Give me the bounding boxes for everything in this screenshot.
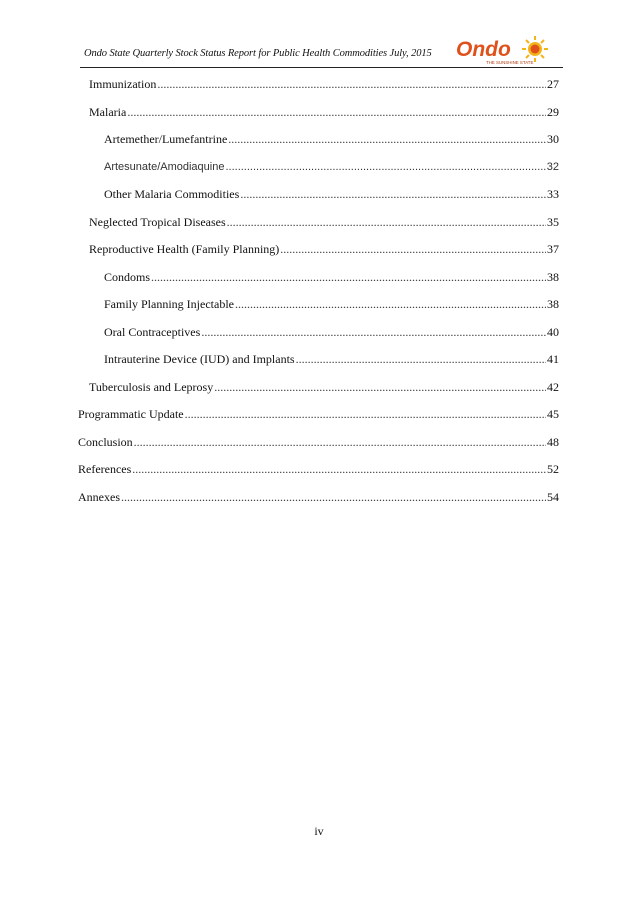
- toc-entry[interactable]: [89, 241, 559, 257]
- toc-entry-title: Family Planning Injectable: [104, 297, 234, 311]
- toc-leader-dots: [127, 104, 546, 120]
- toc-entry[interactable]: [78, 406, 559, 422]
- toc-entry[interactable]: [89, 379, 559, 395]
- toc-entry-title: Intrauterine Device (IUD) and Implants: [104, 352, 295, 366]
- page-header: [84, 40, 562, 68]
- toc-leader-dots: [132, 461, 546, 477]
- toc-leader-dots: [296, 351, 546, 367]
- page-number: iv: [314, 824, 324, 838]
- toc-leader-dots: [201, 324, 546, 340]
- toc-entry[interactable]: [78, 461, 559, 477]
- toc-entry[interactable]: [104, 159, 559, 175]
- toc-entry[interactable]: [104, 269, 559, 285]
- logo-wordmark: Ondo: [456, 38, 511, 61]
- header-title: Ondo State Quarterly Stock Status Report for Public Health Commodities July, 2015: [84, 48, 432, 59]
- toc-leader-dots: [121, 489, 546, 505]
- toc-entry-title: References: [78, 462, 132, 476]
- toc-entry-page: 40: [547, 324, 559, 339]
- ondo-logo: [456, 36, 560, 66]
- toc-entry[interactable]: [104, 186, 559, 202]
- toc-entry[interactable]: [104, 296, 559, 312]
- toc-leader-dots: [214, 379, 546, 395]
- toc-entry-page: 48: [547, 434, 559, 449]
- toc-entry-title: Other Malaria Commodities: [104, 187, 240, 201]
- toc-entry-page: 33: [547, 187, 559, 201]
- ondo-sun-logo-icon: [456, 36, 560, 66]
- toc-entry-title: Artesunate/Amodiaquine: [104, 160, 225, 173]
- toc-entry-title: Malaria: [89, 104, 127, 119]
- toc-leader-dots: [151, 269, 546, 285]
- toc-entry-title: Annexes: [78, 489, 120, 504]
- toc-entry[interactable]: [78, 434, 559, 450]
- toc-entry-page: 38: [547, 269, 559, 284]
- toc-leader-dots: [134, 434, 546, 450]
- toc-entry-title: Reproductive Health (Family Planning): [89, 242, 280, 256]
- toc-entry[interactable]: [78, 489, 559, 505]
- toc-entry-title: Tuberculosis and Leprosy: [89, 379, 214, 394]
- toc-leader-dots: [240, 186, 546, 202]
- toc-entry-page: 38: [547, 297, 559, 311]
- toc-entry-title: Conclusion: [78, 434, 133, 449]
- toc-leader-dots: [228, 131, 546, 147]
- toc-entry[interactable]: [89, 76, 559, 92]
- toc-leader-dots: [235, 296, 546, 312]
- toc-leader-dots: [185, 406, 546, 422]
- toc-entry[interactable]: [104, 324, 559, 340]
- toc-entry-title: Condoms: [104, 269, 151, 284]
- toc-entry-title: Immunization: [89, 77, 157, 91]
- toc-entry-page: 32: [546, 160, 559, 173]
- toc-entry[interactable]: [89, 214, 559, 230]
- toc-entry-page: 41: [547, 352, 559, 366]
- toc-entry[interactable]: [89, 104, 559, 120]
- toc-entry-page: 42: [547, 379, 559, 394]
- toc-entry-title: Oral Contraceptives: [104, 324, 201, 339]
- toc-entry-page: 35: [547, 214, 559, 229]
- toc-leader-dots: [280, 241, 546, 257]
- toc-entry-page: 54: [547, 489, 559, 504]
- toc-leader-dots: [157, 76, 546, 92]
- header-rule: [80, 67, 563, 68]
- toc-entry[interactable]: [104, 131, 559, 147]
- toc-leader-dots: [227, 214, 546, 230]
- toc-entry-title: Artemether/Lumefantrine: [104, 132, 228, 146]
- toc-entry-page: 30: [547, 132, 559, 146]
- toc-entry-title: Neglected Tropical Diseases: [89, 214, 226, 229]
- toc-entry-page: 52: [547, 462, 559, 476]
- toc-entry-title: Programmatic Update: [78, 407, 184, 421]
- toc-entry-page: 29: [547, 104, 559, 119]
- toc-entry-page: 27: [547, 77, 559, 91]
- toc-leader-dots: [225, 159, 545, 175]
- toc-entry-page: 45: [547, 407, 559, 421]
- logo-tagline: THE SUNSHINE STATE: [486, 60, 534, 65]
- toc-entry-page: 37: [547, 242, 559, 256]
- toc-entry[interactable]: [104, 351, 559, 367]
